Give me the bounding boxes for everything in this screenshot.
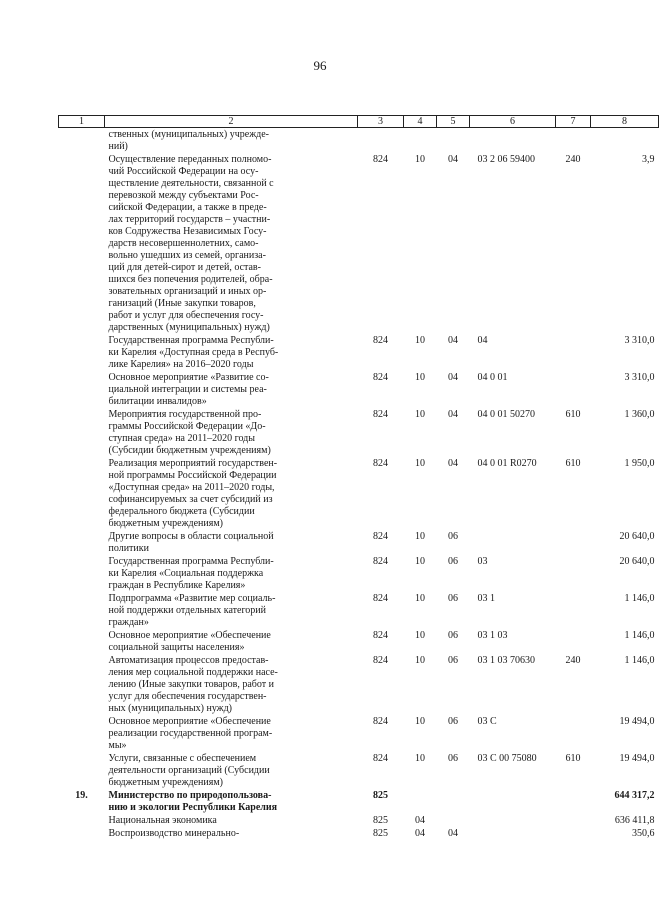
row-subsection-code: 04 xyxy=(448,409,458,420)
row-ministry-code: 824 xyxy=(373,458,388,469)
header-col-3: 3 xyxy=(358,116,404,128)
row-amount: 636 411,8 xyxy=(614,815,655,826)
row-target-article: 04 0 01 R0270 xyxy=(477,458,537,469)
row-amount: 3,9 xyxy=(642,154,655,165)
row-ministry-code: 825 xyxy=(373,815,388,826)
table-row xyxy=(59,153,659,334)
row-expense-type xyxy=(556,555,591,592)
header-col-6: 6 xyxy=(470,116,556,128)
row-subsection-code xyxy=(437,814,470,827)
table-row xyxy=(59,715,659,752)
row-name: Государственная программа Республи- ки Карелия «Социальная поддержка граждан в Республике Карелия» xyxy=(108,556,274,591)
row-ministry-code: 824 xyxy=(373,556,388,567)
row-amount: 1 360,0 xyxy=(624,409,655,420)
row-expense-type: 240 xyxy=(565,154,581,165)
table-row xyxy=(59,827,659,840)
row-expense-type xyxy=(556,371,591,408)
row-ministry-code: 824 xyxy=(373,154,388,165)
row-amount: 1 146,0 xyxy=(624,655,655,666)
row-expense-type: 610 xyxy=(565,458,581,469)
row-target-article: 03 1 03 xyxy=(477,630,508,641)
table-row xyxy=(59,334,659,371)
row-subsection-code: 06 xyxy=(448,556,458,567)
row-section-code: 10 xyxy=(415,753,425,764)
header-col-5: 5 xyxy=(437,116,470,128)
table-row xyxy=(59,629,659,654)
row-name: Услуги, связанные с обеспечением деятельности организаций (Субсидии бюджетным учреждениям) xyxy=(108,753,270,788)
row-subsection-code: 04 xyxy=(448,335,458,346)
table-header xyxy=(59,116,659,128)
row-section-code xyxy=(404,128,437,154)
table-row xyxy=(59,371,659,408)
row-amount: 1 950,0 xyxy=(624,458,655,469)
row-subsection-code: 06 xyxy=(448,630,458,641)
row-expense-type xyxy=(556,827,591,840)
row-expense-type: 610 xyxy=(565,409,581,420)
row-amount: 350,6 xyxy=(632,828,655,839)
row-name: Подпрограмма «Развитие мер социаль- ной поддержки отдельных категорий граждан» xyxy=(108,593,276,628)
row-target-article: 03 С 00 75080 xyxy=(477,753,537,764)
row-ministry-code xyxy=(358,128,404,154)
row-target-article: 04 0 01 xyxy=(477,372,508,383)
row-section-code xyxy=(404,789,437,814)
row-amount: 1 146,0 xyxy=(624,593,655,604)
row-name: ственных (муниципальных) учрежде- ний) xyxy=(108,129,269,152)
row-target-article xyxy=(470,814,556,827)
row-name: Реализация мероприятий государствен- ной программы Российской Федерации «Доступная среда» на 2011–2020 годы, софинансируемых за счет субсидий из федерального бюджета (Субсидии бюджетным учреждениям) xyxy=(108,458,278,529)
row-expense-type xyxy=(556,715,591,752)
table-body xyxy=(59,128,659,841)
row-amount: 20 640,0 xyxy=(619,556,655,567)
row-target-article: 04 0 01 50270 xyxy=(477,409,535,420)
row-amount: 1 146,0 xyxy=(624,630,655,641)
row-subsection-code: 06 xyxy=(448,716,458,727)
row-index xyxy=(59,457,105,530)
row-section-code: 10 xyxy=(415,630,425,641)
row-index xyxy=(59,814,105,827)
row-ministry-code: 824 xyxy=(373,372,388,383)
row-index xyxy=(59,153,105,334)
table-row xyxy=(59,408,659,457)
row-expense-type xyxy=(556,334,591,371)
table-row xyxy=(59,128,659,154)
row-expense-type xyxy=(556,530,591,555)
row-ministry-code: 824 xyxy=(373,335,388,346)
header-row xyxy=(59,116,659,128)
row-section-code: 10 xyxy=(415,372,425,383)
row-target-article: 03 С xyxy=(477,716,497,727)
table-row xyxy=(59,654,659,715)
row-expense-type xyxy=(556,789,591,814)
row-section-code: 04 xyxy=(415,828,425,839)
row-name: Министерство по природопользова- нию и экологии Республики Карелия xyxy=(108,790,278,813)
row-section-code: 10 xyxy=(415,409,425,420)
row-subsection-code xyxy=(437,789,470,814)
row-expense-type: 610 xyxy=(565,753,581,764)
header-col-8: 8 xyxy=(591,116,659,128)
row-ministry-code: 824 xyxy=(373,531,388,542)
table-row xyxy=(59,789,659,814)
row-ministry-code: 825 xyxy=(373,790,388,801)
table-row xyxy=(59,457,659,530)
row-subsection-code: 04 xyxy=(448,154,458,165)
row-amount: 3 310,0 xyxy=(624,372,655,383)
row-amount xyxy=(591,128,659,154)
row-target-article xyxy=(470,128,556,154)
budget-table xyxy=(58,115,659,840)
row-index xyxy=(59,752,105,789)
row-name: Осуществление переданных полномо- чий Российской Федерации на осу- ществление деятельности, связанной с перевозкой между субъектами Рос- сийской Федерации, а также в преде- лах территорий государств – участни- ков Содружества Независимых Госу- дарств несовершеннолетних, само- вольно ушедших из семей, организа- ций для детей-сирот и детей, остав- шихся без попечения родителей, обра- зовательных организаций и иных ор- ганизаций (Иные закупки товаров, работ и услуг для обеспечения госу- дарственных (муниципальных) нужд) xyxy=(108,154,274,333)
row-section-code: 04 xyxy=(415,815,425,826)
row-section-code: 10 xyxy=(415,716,425,727)
header-col-1: 1 xyxy=(59,116,105,128)
row-subsection-code: 04 xyxy=(448,372,458,383)
row-section-code: 10 xyxy=(415,593,425,604)
row-name: Другие вопросы в области социальной политики xyxy=(108,531,274,554)
table-row xyxy=(59,530,659,555)
row-target-article xyxy=(470,789,556,814)
row-ministry-code: 824 xyxy=(373,409,388,420)
row-amount: 19 494,0 xyxy=(619,716,655,727)
row-index xyxy=(59,654,105,715)
row-name: Государственная программа Республи- ки Карелия «Доступная среда в Респуб- лике Карелия» на 2016–2020 годы xyxy=(108,335,279,370)
row-index xyxy=(59,555,105,592)
row-ministry-code: 824 xyxy=(373,655,388,666)
row-index xyxy=(59,592,105,629)
row-subsection-code: 06 xyxy=(448,753,458,764)
row-expense-type xyxy=(556,814,591,827)
table-row xyxy=(59,555,659,592)
row-index xyxy=(59,128,105,154)
row-ministry-code: 824 xyxy=(373,593,388,604)
row-section-code: 10 xyxy=(415,556,425,567)
row-index xyxy=(59,408,105,457)
row-expense-type xyxy=(556,629,591,654)
row-index: 19. xyxy=(75,790,88,801)
row-target-article: 03 1 xyxy=(477,593,495,604)
header-col-4: 4 xyxy=(404,116,437,128)
row-section-code: 10 xyxy=(415,154,425,165)
table-row xyxy=(59,752,659,789)
row-index xyxy=(59,530,105,555)
row-target-article: 04 xyxy=(477,335,488,346)
row-subsection-code: 06 xyxy=(448,593,458,604)
row-subsection-code xyxy=(437,128,470,154)
row-subsection-code: 04 xyxy=(448,458,458,469)
row-amount: 3 310,0 xyxy=(624,335,655,346)
header-col-7: 7 xyxy=(556,116,591,128)
row-ministry-code: 825 xyxy=(373,828,388,839)
row-target-article: 03 xyxy=(477,556,488,567)
row-name: Основное мероприятие «Развитие со- циальной интеграции и системы реа- билитации инвалидов» xyxy=(108,372,269,407)
row-subsection-code: 06 xyxy=(448,655,458,666)
row-name: Национальная экономика xyxy=(108,815,217,826)
row-index xyxy=(59,334,105,371)
page-number: 96 xyxy=(313,58,327,73)
row-index xyxy=(59,371,105,408)
row-section-code: 10 xyxy=(415,655,425,666)
row-section-code: 10 xyxy=(415,335,425,346)
row-expense-type: 240 xyxy=(565,655,581,666)
table-row xyxy=(59,592,659,629)
row-name: Основное мероприятие «Обеспечение социальной защиты населения» xyxy=(108,630,271,653)
row-index xyxy=(59,629,105,654)
row-ministry-code: 824 xyxy=(373,716,388,727)
row-index xyxy=(59,827,105,840)
row-subsection-code: 04 xyxy=(448,828,458,839)
row-name: Воспроизводство минерально- xyxy=(108,828,240,839)
row-target-article xyxy=(470,827,556,840)
row-target-article: 03 2 06 59400 xyxy=(477,154,535,165)
row-section-code: 10 xyxy=(415,531,425,542)
row-ministry-code: 824 xyxy=(373,753,388,764)
row-ministry-code: 824 xyxy=(373,630,388,641)
row-name: Автоматизация процессов предостав- ления мер социальной поддержки насе- лению (Иные закупки товаров, работ и услуг для обеспечения государствен- ных (муниципальных) нужд) xyxy=(108,655,278,714)
row-section-code: 10 xyxy=(415,458,425,469)
row-amount: 20 640,0 xyxy=(619,531,655,542)
row-amount: 644 317,2 xyxy=(614,790,655,801)
table-row xyxy=(59,814,659,827)
header-col-2: 2 xyxy=(105,116,358,128)
row-name: Основное мероприятие «Обеспечение реализации государственной програм- мы» xyxy=(108,716,273,751)
row-expense-type xyxy=(556,128,591,154)
row-amount: 19 494,0 xyxy=(619,753,655,764)
row-index xyxy=(59,715,105,752)
row-name: Мероприятия государственной про- граммы Российской Федерации «До- ступная среда» на 2011–2020 годы (Субсидии бюджетным учреждениям) xyxy=(108,409,271,456)
row-subsection-code: 06 xyxy=(448,531,458,542)
row-expense-type xyxy=(556,592,591,629)
row-target-article: 03 1 03 70630 xyxy=(477,655,535,666)
row-target-article xyxy=(470,530,556,555)
